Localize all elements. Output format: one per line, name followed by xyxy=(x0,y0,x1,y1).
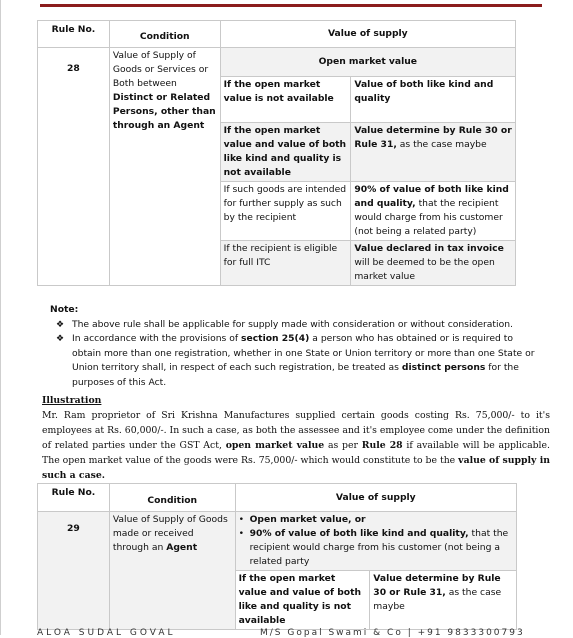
note-section xyxy=(50,303,540,390)
header-rule-no: Rule No. xyxy=(38,484,110,512)
row4-value: Value declared in tax invoice will be deemed to be the open market value xyxy=(351,241,516,286)
row3-value: 90% of value of both like kind and quality, that the recipient would charge from his customer (not being a related party) xyxy=(351,182,516,241)
header-value-of-supply: Value of supply xyxy=(220,21,515,48)
condition-line-3: Both between xyxy=(112,78,177,89)
header-rule-bar xyxy=(40,4,542,7)
footer-left: ALOA SUDAL GOVAL xyxy=(37,628,176,638)
header-condition: Condition xyxy=(109,21,220,48)
footer-right: M/S Gopal Swami & Co | +91 9833300793 xyxy=(260,628,525,638)
diamond-bullet-icon: ❖ xyxy=(56,319,65,330)
rule-number: 29 xyxy=(38,512,110,630)
row-value: Value determine by Rule 30 or Rule 31, as the case maybe xyxy=(370,571,517,630)
condition-line-1: Value of Supply of xyxy=(112,50,196,61)
value-bullets xyxy=(235,512,516,571)
bullet-open-market: • Open market value, or xyxy=(238,514,366,525)
row-condition: If the open market value and value of both like and quality is not available xyxy=(235,571,370,630)
rule-29-table xyxy=(37,483,517,630)
bullet-90-percent: • 90% of value of both like kind and quality, that the recipient would charge from his customer (not being a related party xyxy=(238,528,509,567)
diamond-bullet-icon: ❖ xyxy=(56,334,65,344)
condition-bold: Distinct or Related Persons, other than through an Agent xyxy=(112,92,216,131)
row1-condition: If the open market value is not available xyxy=(220,77,351,123)
condition-line-2: Goods or Services or xyxy=(112,64,209,75)
bullet-dot-icon: • xyxy=(238,514,245,525)
illustration-title: Illustration xyxy=(42,395,102,406)
note-title: Note: xyxy=(50,304,79,315)
row2-value: Value determine by Rule 30 or Rule 31, as the case maybe xyxy=(351,123,516,182)
open-market-value-heading: Open market value xyxy=(220,48,515,77)
row1-value: Value of both like kind and quality xyxy=(351,77,516,123)
header-rule-no: Rule No. xyxy=(38,21,110,48)
illustration-section xyxy=(42,393,550,483)
row4-condition: If the recipient is eligible for full ITC xyxy=(220,241,351,286)
note-item-2: ❖ In accordance with the provisions of section 25(4) a person who has obtained or is required to obtain more than one registration, whether in one State or Union territory or more than one State or Union territory shall, in respect of each such registration, be treated as distinct persons for the purposes of this Act. xyxy=(56,333,535,388)
page-left-border xyxy=(0,0,1,635)
bullet-dot-icon: • xyxy=(238,528,245,539)
condition-cell: Value of Supply of Goods made or received through an Agent xyxy=(109,512,235,630)
header-condition: Condition xyxy=(109,484,235,512)
row2-condition: If the open market value and value of both like kind and quality is not available xyxy=(220,123,351,182)
row3-condition: If such goods are intended for further supply as such by the recipient xyxy=(220,182,351,241)
rule-number: 28 xyxy=(38,48,110,286)
illustration-paragraph: Mr. Ram proprietor of Sri Krishna Manufactures supplied certain goods costing Rs. 75,000/- to it's employees at Rs. 60,000/-. In such a case, as both the assessee and it's employee come under the definition of related parties under the GST Act, open market value as per Rule 28 if available will be applicable. The open market value of the goods were Rs. 75,000/- which would constitute to be the value of supply in such a case. xyxy=(42,410,550,481)
note-item-1: ❖ The above rule shall be applicable for supply made with consideration or without consideration. xyxy=(50,318,540,333)
rule-28-table xyxy=(37,20,516,286)
header-value-of-supply: Value of supply xyxy=(235,484,516,512)
condition-cell xyxy=(109,48,220,286)
